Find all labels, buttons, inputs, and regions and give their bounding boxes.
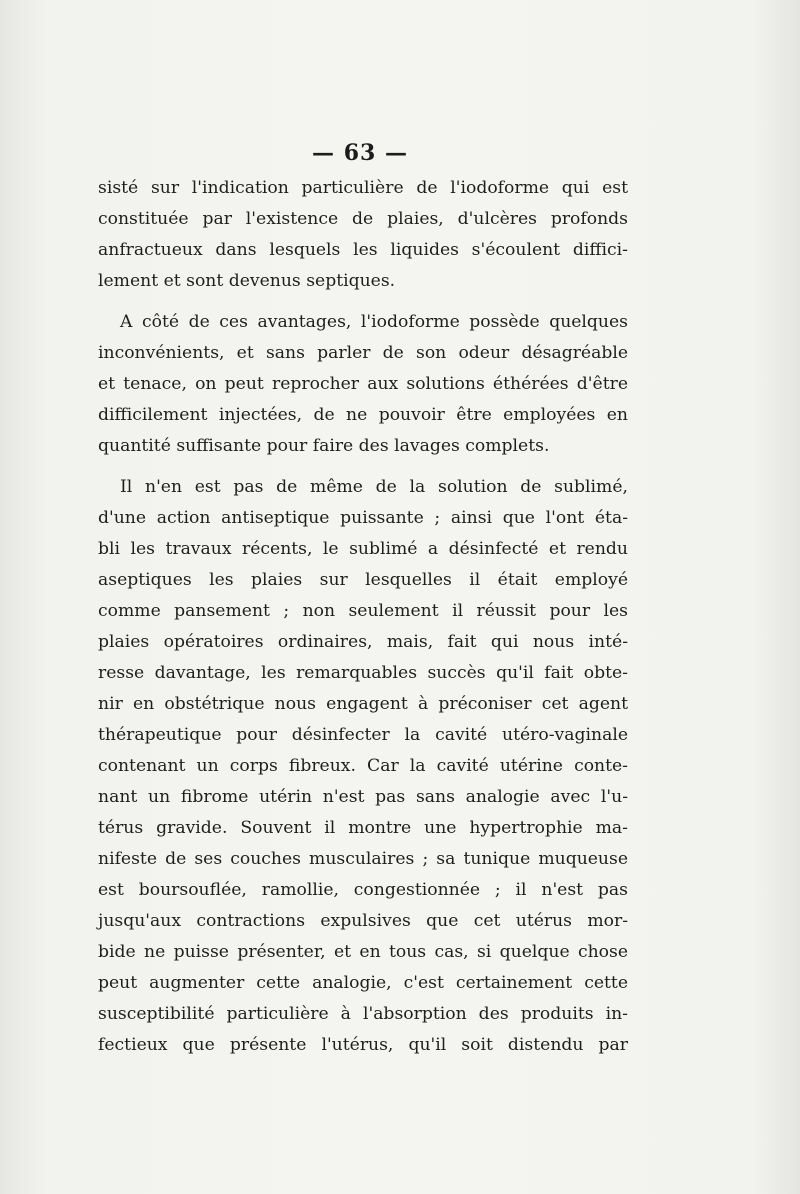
text-line: bli les travaux récents, le sublimé a désinfecté et rendu	[98, 539, 628, 559]
text-line: plaies opératoires ordinaires, mais, fait qui nous inté-	[98, 632, 628, 652]
body-text	[98, 173, 628, 1061]
text-line: resse davantage, les remarquables succès qu'il fait obte-	[98, 663, 628, 683]
text-line: est boursouflée, ramollie, congestionnée ; il n'est pas	[98, 880, 628, 900]
text-line: susceptibilité particulière à l'absorption des produits in-	[98, 1004, 628, 1024]
text-line: sisté sur l'indication particulière de l'iodoforme qui est	[98, 178, 628, 198]
text-line: quantité suffisante pour faire des lavages complets.	[98, 436, 550, 456]
text-line: térus gravide. Souvent il montre une hypertrophie ma-	[98, 818, 628, 838]
text-line: aseptiques les plaies sur lesquelles il était employé	[98, 570, 628, 590]
paragraph-3	[98, 472, 628, 1061]
text-line: Il n'en est pas de même de la solution de sublimé,	[120, 477, 628, 497]
text-line: peut augmenter cette analogie, c'est certainement cette	[98, 973, 628, 993]
paragraph-1	[98, 173, 628, 297]
text-line: nant un fibrome utérin n'est pas sans analogie avec l'u-	[98, 787, 628, 807]
text-line: bide ne puisse présenter, et en tous cas, si quelque chose	[98, 942, 628, 962]
text-line: A côté de ces avantages, l'iodoforme possède quelques	[120, 312, 628, 332]
paragraph-2	[98, 307, 628, 462]
text-line: d'une action antiseptique puissante ; ainsi que l'ont éta-	[98, 508, 628, 528]
text-line: fectieux que présente l'utérus, qu'il soit distendu par	[98, 1035, 628, 1055]
text-line: lement et sont devenus septiques.	[98, 271, 396, 291]
text-line: nifeste de ses couches musculaires ; sa tunique muqueuse	[98, 849, 628, 869]
text-line: et tenace, on peut reprocher aux solutions éthérées d'être	[98, 374, 628, 394]
text-line: nir en obstétrique nous engagent à préconiser cet agent	[98, 694, 628, 714]
page-number: — 63 —	[312, 140, 408, 166]
text-line: difficilement injectées, de ne pouvoir être employées en	[98, 405, 628, 425]
text-line: constituée par l'existence de plaies, d'ulcères profonds	[98, 209, 628, 229]
text-line: jusqu'aux contractions expulsives que cet utérus mor-	[98, 911, 628, 931]
text-line: inconvénients, et sans parler de son odeur désagréable	[98, 343, 628, 363]
text-line: comme pansement ; non seulement il réussit pour les	[98, 601, 628, 621]
text-line: thérapeutique pour désinfecter la cavité utéro-vaginale	[98, 725, 628, 745]
text-line: anfractueux dans lesquels les liquides s'écoulent diffici-	[98, 240, 628, 260]
text-line: contenant un corps fibreux. Car la cavité utérine conte-	[98, 756, 628, 776]
